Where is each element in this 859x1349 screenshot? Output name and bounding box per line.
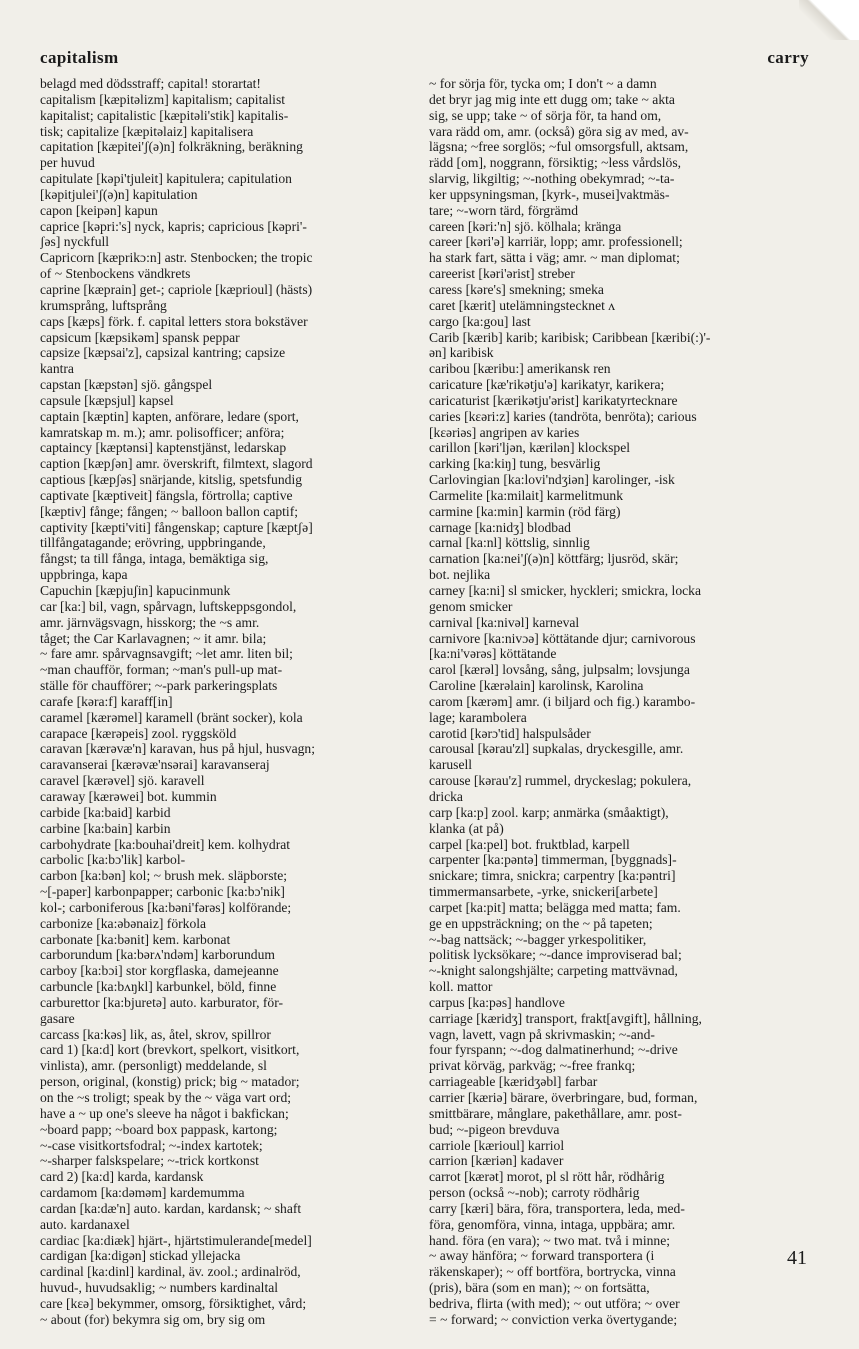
- entry-line: caprice [kəpri:'s] nyck, kapris; capricious [kəpri'-: [40, 218, 307, 234]
- entry-line: ~-knight salongshjälte; carpeting mattvävnad,: [429, 963, 678, 979]
- entry-line: carking [ka:kiŋ] tung, besvärlig: [429, 456, 601, 472]
- entry-line: caribou [kæribu:] amerikansk ren: [429, 361, 611, 377]
- entry-line: captivity [kæpti'viti] fångenskap; capture [kæptʃə]: [40, 519, 313, 535]
- entry-line: ~[-paper] karbonpapper; carbonic [ka:bɔ'nik]: [40, 884, 285, 900]
- entry-line: capsize [kæpsai'z], capsizal kantring; capsize: [40, 345, 286, 361]
- entry-line: have a ~ up one's sleeve ha något i bakfickan;: [40, 1105, 289, 1121]
- entry-line: cardigan [ka:digən] stickad yllejacka: [40, 1248, 241, 1264]
- entry-line: caricature [kæ'rikətju'ə] karikatyr, karikera;: [429, 377, 665, 393]
- entry-line: carbon [ka:bən] kol; ~ brush mek. släpborste;: [40, 868, 288, 884]
- entry-line: carbolic [ka:bɔ'lik] karbol-: [40, 852, 186, 868]
- entry-line: caption [kæpʃən] amr. överskrift, filmtext, slagord: [40, 456, 313, 472]
- entry-line: carnation [ka:nei'ʃ(ə)n] köttfärg; ljusröd, skär;: [429, 551, 679, 567]
- entry-line: carney [ka:ni] sl smicker, hyckleri; smickra, locka: [429, 583, 701, 598]
- right-column: [429, 76, 801, 1328]
- entry-line: capstan [kæpstən] sjö. gångspel: [40, 377, 213, 393]
- entry-line: caret [kærit] utelämningstecknet ʌ: [429, 297, 616, 313]
- entry-line: vinlista), amr. (personligt) meddelande, sl: [40, 1058, 267, 1074]
- entry-line: det bryr jag mig inte ett dugg om; take ~ akta: [429, 91, 675, 107]
- entry-line: Capuchin [kæpjuʃin] kapucinmunk: [40, 583, 231, 598]
- entry-line: ~ about (for) bekymra sig om, bry sig om: [40, 1311, 266, 1327]
- entry-line: vagn, lavett, vagn på skrivmaskin; ~-and-: [429, 1026, 655, 1042]
- entry-line: ~ fare amr. spårvagnsavgift; ~let amr. liten bil;: [40, 646, 293, 662]
- page-number: 41: [787, 1247, 807, 1269]
- entry-line: bot. nejlika: [429, 567, 491, 583]
- entry-line: Carib [kærib] karib; karibisk; Caribbean [kæribi(:)'-: [429, 329, 711, 345]
- entry-line: card 1) [ka:d] kort (brevkort, spelkort, visitkort,: [40, 1042, 300, 1058]
- entry-line: carburettor [ka:bjuretə] auto. karburator, för-: [40, 994, 283, 1010]
- entry-line: caravan [kærəvæ'n] karavan, hus på hjul, husvagn;: [40, 741, 315, 757]
- entry-line: carriageable [kæridʒəbl] farbar: [429, 1074, 598, 1090]
- entry-line: person (också ~-nob); carroty rödhårig: [429, 1185, 640, 1201]
- entry-line: föra, genomföra, vinna, intaga, uppbära; amr.: [429, 1216, 676, 1232]
- entry-line: [kɛəriəs] angripen av karies: [429, 424, 580, 440]
- entry-line: carboy [ka:bɔi] stor korgflaska, damejeanne: [40, 963, 279, 979]
- entry-line: captivate [kæptiveit] fängsla, förtrolla; captive: [40, 487, 293, 503]
- entry-line: captain [kæptin] kapten, anförare, ledare (sport,: [40, 408, 299, 424]
- entry-line: captaincy [kæptənsi] kaptenstjänst, ledarskap: [40, 440, 287, 456]
- entry-line: tare; ~-worn tärd, förgrämd: [429, 202, 579, 218]
- entry-line: tisk; capitalize [kæpitəlaiz] kapitalisera: [40, 123, 254, 139]
- entry-line: belagd med dödsstraff; capital! storartat!: [40, 76, 261, 91]
- entry-line: carriole [kærioul] karriol: [429, 1137, 565, 1153]
- entry-line: care [kɛə] bekymmer, omsorg, försiktighet, vård;: [40, 1295, 307, 1311]
- entry-line: four fyrspann; ~-dog dalmatinerhund; ~-drive: [429, 1042, 678, 1058]
- entry-line: ʃəs] nyckfull: [40, 234, 110, 250]
- entry-line: genom smicker: [429, 598, 513, 614]
- entry-line: tåget; the Car Karlavagnen; ~ it amr. bila;: [40, 630, 267, 646]
- entry-line: capitation [kæpitei'ʃ(ə)n] folkräkning, beräkning: [40, 139, 303, 155]
- entry-line: carnival [ka:nivəl] karneval: [429, 614, 580, 630]
- entry-line: ~board papp; ~board box pappask, kartong;: [40, 1121, 278, 1137]
- entry-line: sig, se upp; take ~ of sörja för, ta hand om,: [429, 107, 662, 123]
- entry-line: carbide [ka:baid] karbid: [40, 804, 171, 820]
- entry-line: captious [kæpʃəs] snärjande, kitslig, spetsfundig: [40, 472, 303, 488]
- entry-line: caravel [kærəvel] sjö. karavell: [40, 773, 205, 789]
- entry-line: vara rädd om, amr. (också) göra sig av med, av-: [429, 123, 689, 139]
- entry-line: carcass [ka:kəs] lik, as, åtel, skrov, spillror: [40, 1026, 271, 1042]
- entry-line: koll. mattor: [429, 979, 493, 995]
- entry-line: Capricorn [kæprikɔ:n] astr. Stenbocken; the tropic: [40, 250, 313, 266]
- entry-line: carousal [kərau'zl] supkalas, dryckesgille, amr.: [429, 741, 684, 757]
- entry-line: hand. föra (en vara); ~ two mat. två i minne;: [429, 1232, 671, 1248]
- entry-line: rädd [om], noggrann, försiktig; ~less vårdslös,: [429, 155, 682, 171]
- entry-line: carpus [ka:pəs] handlove: [429, 994, 565, 1010]
- entry-line: carotid [kərɔ'tid] halspulsåder: [429, 725, 591, 741]
- entry-line: huvud-, huvudsaklig; ~ numbers kardinaltal: [40, 1280, 279, 1296]
- entry-line: auto. kardanaxel: [40, 1216, 130, 1232]
- entry-line: per huvud: [40, 155, 95, 171]
- entry-line: ~-case visitkortsfodral; ~-index kartotek;: [40, 1137, 263, 1153]
- entry-line: carnivore [ka:nivɔə] köttätande djur; carnivorous: [429, 630, 696, 646]
- entry-line: career [kəri'ə] karriär, lopp; amr. professionell;: [429, 234, 683, 250]
- header-left-guide-word: capitalism: [40, 48, 119, 67]
- entry-line: capitalism [kæpitəlizm] kapitalism; capitalist: [40, 91, 286, 107]
- entry-line: lägsna; ~free sorglös; ~ful omsorgsfull, aktsam,: [429, 139, 689, 155]
- entry-line: carillon [kəri'ljən, kærilən] klockspel: [429, 440, 631, 456]
- entry-line: Carlovingian [ka:lovi'ndʒiən] karolinger, -isk: [429, 472, 675, 488]
- header-right-guide-word: carry: [767, 48, 809, 67]
- entry-line: ən] karibisk: [429, 345, 494, 361]
- entry-line: carafe [kəra:f] karaff[in]: [40, 693, 173, 709]
- entry-line: cardamom [ka:dəməm] kardemumma: [40, 1185, 245, 1201]
- entry-line: ~man chaufför, forman; ~man's pull-up mat-: [40, 662, 283, 678]
- entry-line: ha stark fart, sätta i väg; amr. ~ man diplomat;: [429, 250, 680, 266]
- entry-line: carbonize [ka:əbənaiz] förkola: [40, 915, 207, 931]
- entry-line: caries [kɛəri:z] karies (tandröta, benröta); carious: [429, 408, 697, 424]
- entry-line: karusell: [429, 757, 473, 773]
- entry-line: carbine [ka:bain] karbin: [40, 820, 171, 836]
- entry-line: capon [keipən] kapun: [40, 202, 158, 218]
- entry-line: car [ka:] bil, vagn, spårvagn, luftskeppsgondol,: [40, 598, 297, 614]
- entry-line: carnal [ka:nl] köttslig, sinnlig: [429, 535, 590, 551]
- entry-line: ~ for sörja för, tycka om; I don't ~ a damn: [429, 76, 657, 91]
- entry-line: caress [kəre's] smekning; smeka: [429, 281, 604, 297]
- entry-line: carmine [ka:min] karmin (röd färg): [429, 503, 621, 519]
- entry-line: Carmelite [ka:milait] karmelitmunk: [429, 487, 624, 503]
- entry-line: caraway [kærəwei] bot. kummin: [40, 788, 217, 804]
- entry-line: politisk lycksökare; ~-dance improviserad bal;: [429, 947, 682, 963]
- entry-line: (pris), bära (som en man); ~ on fortsätta,: [429, 1280, 650, 1296]
- entry-line: carry [kæri] bära, föra, transportera, leda, med-: [429, 1200, 685, 1216]
- entry-line: smittbärare, månglare, pakethållare, amr. post-: [429, 1105, 682, 1121]
- entry-line: carnage [ka:nidʒ] blodbad: [429, 519, 571, 535]
- entry-line: carrot [kærət] morot, pl sl rött hår, rödhårig: [429, 1169, 665, 1185]
- entry-line: snickare; timra, snickra; carpentry [ka:pəntri]: [429, 868, 676, 884]
- entry-line: carol [kærəl] lovsång, sång, julpsalm; lovsjunga: [429, 662, 690, 678]
- entry-line: kol-; carboniferous [ka:bəni'fərəs] kolförande;: [40, 899, 292, 915]
- entry-line: capitulate [kəpi'tjuleit] kapitulera; capitulation: [40, 171, 292, 187]
- entry-line: carborundum [ka:bərʌ'ndəm] karborundum: [40, 947, 275, 963]
- page-corner-fold: [799, 0, 859, 40]
- entry-line: card 2) [ka:d] karda, kardansk: [40, 1169, 204, 1185]
- entry-line: carouse [kərau'z] rummel, dryckeslag; pokulera,: [429, 773, 692, 789]
- entry-line: gasare: [40, 1010, 75, 1026]
- entry-line: amr. järnvägsvagn, hisskorg; the ~s amr.: [40, 614, 260, 630]
- entry-line: carbohydrate [ka:bouhai'dreit] kem. kolhydrat: [40, 836, 291, 852]
- entry-line: careen [kəri:'n] sjö. kölhala; kränga: [429, 218, 622, 234]
- entry-line: dricka: [429, 788, 463, 804]
- entry-line: carp [ka:p] zool. karp; anmärka (småaktigt),: [429, 804, 669, 820]
- entry-line: ~-sharper falskspelare; ~-trick kortkonst: [40, 1153, 259, 1169]
- entry-line: ställe för chaufförer; ~-park parkeringsplats: [40, 678, 278, 694]
- entry-line: bedriva, flirta (with med); ~ out utföra; ~ over: [429, 1295, 680, 1311]
- entry-line: caramel [kærəmel] karamell (bränt socker), kola: [40, 709, 303, 725]
- entry-line: caprine [kæprain] get-; capriole [kæprioul] (hästs): [40, 281, 313, 297]
- entry-line: ~-bag nattsäck; ~-bagger yrkespolitiker,: [429, 931, 647, 947]
- entry-line: careerist [kəri'ərist] streber: [429, 266, 575, 282]
- entry-line: on the ~s troligt; speak by the ~ väga vart ord;: [40, 1090, 292, 1105]
- entry-line: [kəpitjulei'ʃ(ə)n] kapitulation: [40, 186, 198, 202]
- entry-line: carpenter [ka:pəntə] timmerman, [byggnads]-: [429, 852, 677, 868]
- entry-line: privat körväg, parkväg; ~-free frankq;: [429, 1058, 636, 1074]
- entry-line: carpet [ka:pit] matta; belägga med matta; fam.: [429, 899, 681, 915]
- entry-line: of ~ Stenbockens vändkrets: [40, 266, 191, 282]
- entry-line: capsule [kæpsjul] kapsel: [40, 392, 174, 408]
- entry-line: klanka (at på): [429, 820, 504, 836]
- entry-line: cardan [ka:dæ'n] auto. kardan, kardansk; ~ shaft: [40, 1200, 302, 1216]
- entry-line: carbuncle [ka:bʌŋkl] karbunkel, böld, finne: [40, 979, 277, 995]
- entry-line: tillfångatagande; erövring, uppbringande,: [40, 535, 266, 551]
- entry-line: fångst; ta till fånga, intaga, bemäktiga sig,: [40, 551, 269, 567]
- entry-line: Caroline [kærəlain] karolinsk, Karolina: [429, 678, 644, 694]
- left-column: [40, 76, 412, 1328]
- entry-line: ge en uppsträckning; on the ~ på tapeten;: [429, 915, 653, 931]
- entry-line: carriage [kæridʒ] transport, frakt[avgift], hållning,: [429, 1010, 702, 1026]
- entry-line: [kæptiv] fånge; fången; ~ balloon ballon captif;: [40, 503, 299, 519]
- entry-line: kantra: [40, 361, 74, 377]
- entry-line: uppbringa, kapa: [40, 567, 128, 583]
- entry-line: ker uppsyningsman, [kyrk-, musei]vaktmäs-: [429, 186, 670, 202]
- entry-line: kapitalist; capitalistic [kæpitəli'stik] kapitalis-: [40, 107, 289, 123]
- entry-line: caps [kæps] förk. f. capital letters stora bokstäver: [40, 313, 308, 329]
- entry-line: lage; karambolera: [429, 709, 527, 725]
- entry-line: caricaturist [kærikətju'ərist] karikatyrtecknare: [429, 392, 678, 408]
- entry-line: carrion [kæriən] kadaver: [429, 1153, 564, 1169]
- entry-line: räkenskaper); ~ off bortföra, bortrycka, vinna: [429, 1264, 676, 1280]
- entry-line: krumsprång, luftsprång: [40, 297, 167, 313]
- entry-line: cargo [ka:gou] last: [429, 313, 531, 329]
- entry-line: capsicum [kæpsikəm] spansk peppar: [40, 329, 240, 345]
- entry-line: cardiac [ka:diæk] hjärt-, hjärtstimulerande[medel]: [40, 1232, 312, 1248]
- entry-line: timmermansarbete, -yrke, snickeri[arbete]: [429, 884, 658, 900]
- entry-line: bud; ~-pigeon brevduva: [429, 1121, 560, 1137]
- entry-line: carbonate [ka:bənit] kem. karbonat: [40, 931, 231, 947]
- entry-line: kamratskap m. m.); amr. polisofficer; anföra;: [40, 424, 285, 440]
- entry-line: caravanserai [kærəvæ'nsərai] karavanseraj: [40, 757, 270, 773]
- entry-line: carapace [kærəpeis] zool. ryggsköld: [40, 725, 237, 741]
- entry-line: person, original, (konstig) prick; big ~ matador;: [40, 1074, 300, 1090]
- entry-line: carrier [kæriə] bärare, överbringare, bud, forman,: [429, 1090, 698, 1105]
- entry-line: ~ away hänföra; ~ forward transportera (i: [429, 1248, 655, 1264]
- entry-line: slarvig, likgiltig; ~-nothing obekymrad; ~-ta-: [429, 171, 675, 187]
- entry-line: [ka:ni'vərəs] köttätande: [429, 646, 557, 662]
- entry-line: carom [kærəm] amr. (i biljard och fig.) karambo-: [429, 693, 696, 709]
- entry-line: = ~ forward; ~ conviction verka övertygande;: [429, 1311, 678, 1327]
- entry-line: carpel [ka:pel] bot. fruktblad, karpell: [429, 836, 630, 852]
- entry-line: cardinal [ka:dinl] kardinal, äv. zool.; ardinalröd,: [40, 1264, 301, 1280]
